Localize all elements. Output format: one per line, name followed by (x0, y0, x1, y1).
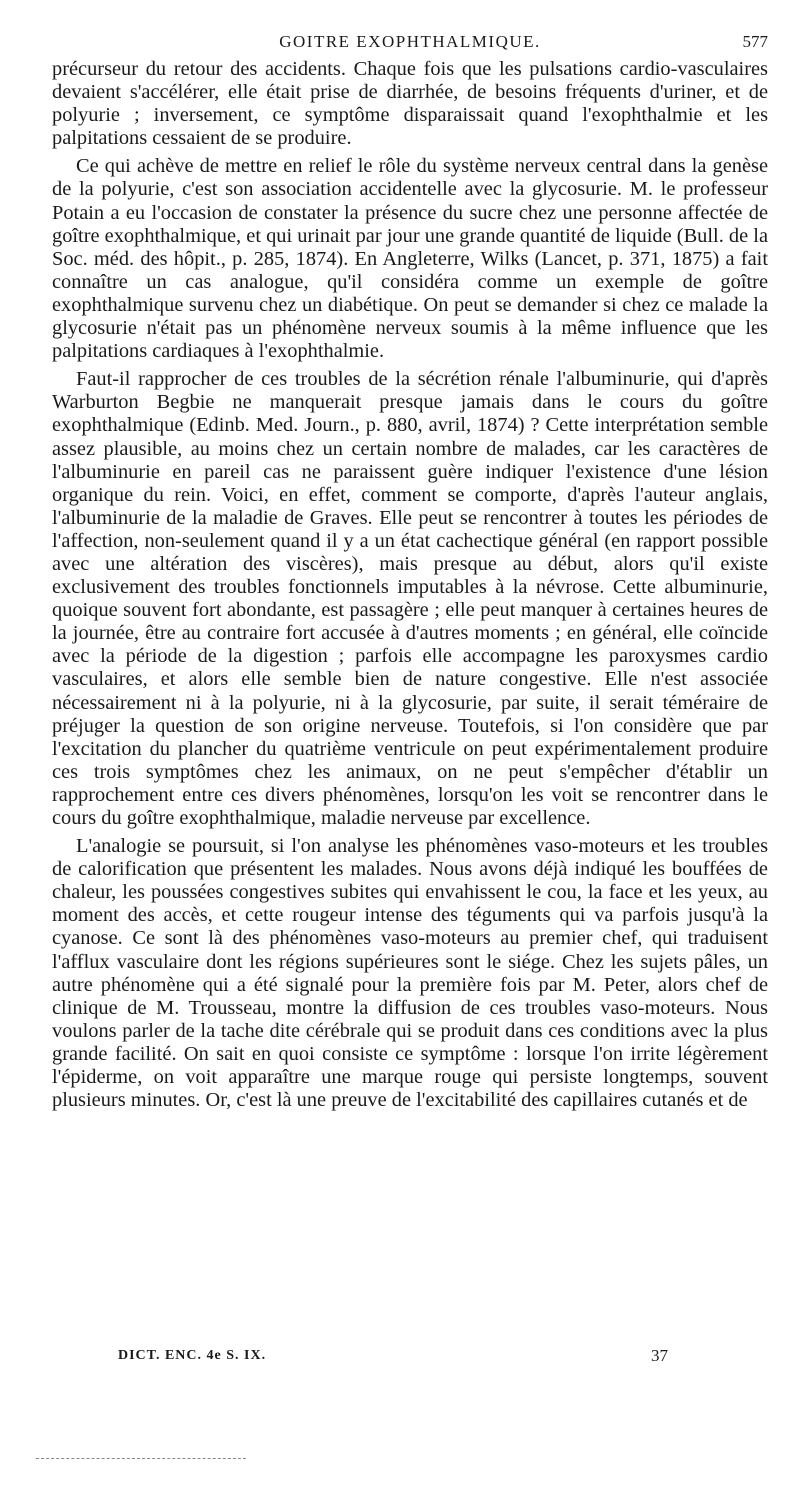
paragraph-3: Faut-il rapprocher de ces troubles de la sécrétion rénale l'albuminurie, qui d'après Warburton Begbie ne manquerait presque jamais dans le cours du goître exophthalmique (Edinb. Med. Journ., p. 880, avril, 1874) ? Cette interprétation semble assez plausible, au moins chez un certain nombre de malades, car les caractères de l'albuminurie en pareil cas ne paraissent guère indiquer l'existence d'une lésion organique du rein. Voici, en effet, comment se comporte, d'après l'auteur anglais, l'albuminurie de la maladie de Graves. Elle peut se rencontrer à toutes les périodes de l'affection, non-seulement quand il y a un état cachectique général (en rapport possible avec une altération des viscères), mais presque au début, alors qu'il existe exclusivement des troubles fonctionnels imputables à la névrose. Cette albuminurie, quoique souvent fort abondante, est passagère ; elle peut manquer à certaines heures de la journée, être au contraire fort accusée à d'autres moments ; en général, elle coïncide avec la période de la digestion ; parfois elle accompagne les paroxysmes cardio vasculaires, et alors elle semble bien de nature congestive. Elle n'est associée nécessairement ni à la polyurie, ni à la glycosurie, par suite, il serait téméraire de préjuger la question de son origine nerveuse. Toutefois, si l'on considère que par l'excitation du plancher du quatrième ventricule on peut expérimentalement produire ces trois symptômes chez les animaux, on ne peut s'empêcher d'établir un rapprochement entre ces divers phénomènes, lorsqu'on les voit se rencontrer dans le cours du goître exophthalmique, maladie nerveuse par excellence. (52, 368, 768, 829)
running-header (52, 32, 768, 58)
scan-artifact-line (36, 1458, 246, 1459)
page-footer (118, 1346, 668, 1370)
paragraph-4: L'analogie se poursuit, si l'on analyse les phénomènes vaso-moteurs et les troubles de calorification que présentent les malades. Nous avons déjà indiqué les bouffées de chaleur, les poussées congestives subites qui envahissent le cou, la face et les yeux, au moment des accès, et cette rougeur intense des téguments qui va parfois jusqu'à la cyanose. Ce sont là des phénomènes vaso-moteurs au premier chef, qui traduisent l'afflux vasculaire dont les régions supérieures sont le siége. Chez les sujets pâles, un autre phénomène qui a été signalé pour la première fois par M. Peter, alors chef de clinique de M. Trousseau, montre la diffusion de ces troubles vaso-moteurs. Nous voulons parler de la tache dite cérébrale qui se produit dans ces conditions avec la plus grande facilité. On sait en quoi consiste ce symptôme : lorsque l'on irrite légèrement l'épiderme, on voit apparaître une marque rouge qui persiste longtemps, souvent plusieurs minutes. Or, c'est là une preuve de l'excitabilité des capillaires cutanés et de (52, 835, 768, 1112)
printer-signature: DICT. ENC. 4e S. IX. (118, 1348, 267, 1363)
page-body (52, 58, 768, 1117)
running-title: GOITRE EXOPHTHALMIQUE. (279, 32, 541, 51)
paragraph-1: précurseur du retour des accidents. Chaque fois que les pulsations cardio-vasculaires devaient s'accélérer, elle était prise de diarrhée, de besoins fréquents d'uriner, et de polyurie ; inversement, ce symptôme disparaissait quand l'exophthalmie et les palpitations cessaient de se produire. (52, 58, 768, 150)
paragraph-2: Ce qui achève de mettre en relief le rôle du système nerveux central dans la genèse de la polyurie, c'est son association accidentelle avec la glycosurie. M. le professeur Potain a eu l'occasion de constater la présence du sucre chez une personne affectée de goître exophthalmique, et qui urinait par jour une grande quantité de liquide (Bull. de la Soc. méd. des hôpit., p. 285, 1874). En Angleterre, Wilks (Lancet, p. 371, 1875) a fait connaître un cas analogue, qu'il considéra comme un exemple de goître exophthalmique survenu chez un diabétique. On peut se demander si chez ce malade la glycosurie n'était pas un phénomène nerveux soumis à la même influence que les palpitations cardiaques à l'exophthalmie. (52, 155, 768, 363)
page-number: 577 (742, 32, 768, 51)
sheet-number: 37 (651, 1346, 668, 1365)
